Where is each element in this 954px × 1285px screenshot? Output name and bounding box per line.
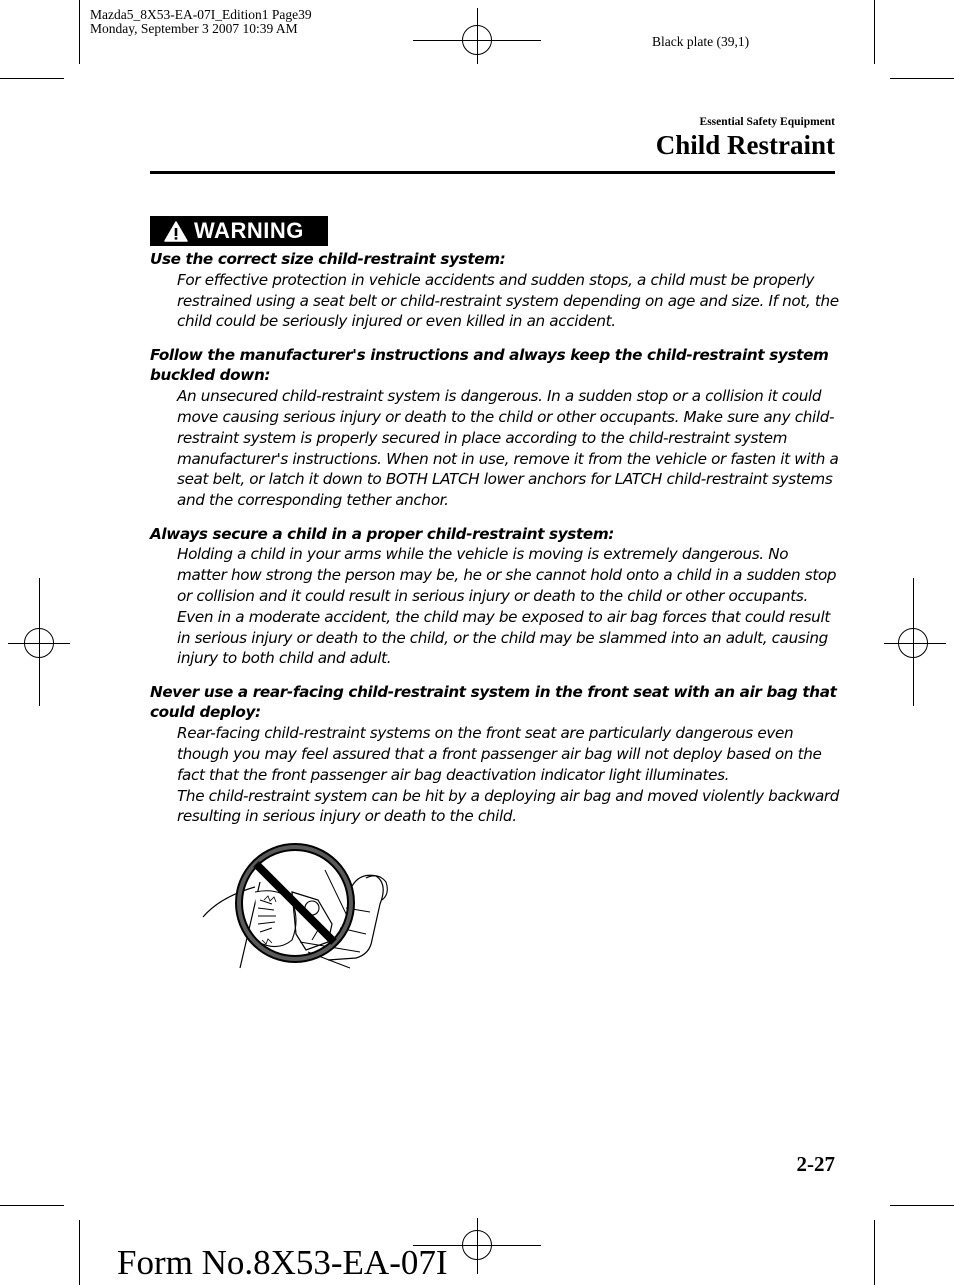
plate-label: Black plate (39,1) bbox=[652, 34, 750, 49]
warning-body: Holding a child in your arms while the vehicle is moving is extremely dangerous. No matter how strong the person may be, he or she cannot hold onto a child in a sudden stop or collision and it could result in serious injury or death to the child or other occupants. Even in a moderate accident, the child may be exposed to air bag forces that could result in serious injury or death to the child, or the child may be slammed into an adult, causing injury to both child and adult. bbox=[177, 545, 837, 668]
print-slug bbox=[90, 8, 312, 36]
warning-body: An unsecured child-restraint system is dangerous. In a sudden stop or a collision it could move causing serious injury or death to the child or other occupants. Make sure any child-restraint system is properly secured in place according to the child-restraint system manufacturer's instructions. When not in use, remove it from the vehicle or fasten it with a seat belt, or latch it down to BOTH LATCH lower anchors for LATCH child-restraint systems and the corresponding tether anchor. bbox=[177, 387, 839, 510]
warning-heading: Follow the manufacturer's instructions and always keep the child-restraint system buckled down: bbox=[150, 345, 829, 385]
title-rule bbox=[150, 171, 835, 174]
warning-heading: Never use a rear-facing child-restraint system in the front seat with an air bag that could deploy: bbox=[150, 682, 837, 722]
print-slug-line2: Monday, September 3 2007 10:39 AM bbox=[90, 21, 298, 36]
warning-body: Rear-facing child-restraint systems on the front seat are particularly dangerous even though you may feel assured that a front passenger air bag will not deploy based on the fact that the front passenger air bag deactivation indicator light illuminates. bbox=[177, 724, 822, 784]
warning-body-continued: The child-restraint system can be hit by a deploying air bag and moved violently backward resulting in serious injury or death to the child. bbox=[177, 786, 840, 826]
warning-heading: Use the correct size child-restraint system: bbox=[150, 250, 506, 268]
warning-item bbox=[150, 249, 840, 332]
warning-badge bbox=[150, 216, 328, 246]
warning-body: For effective protection in vehicle accidents and sudden stops, a child must be properly restrained using a seat belt or child-restraint system depending on age and size. If not, the child could be seriously injured or even killed in an accident. bbox=[177, 270, 839, 331]
print-slug-line1: Mazda5_8X53-EA-07I_Edition1 Page39 bbox=[90, 7, 312, 22]
warning-item bbox=[150, 682, 840, 828]
warning-content bbox=[150, 249, 840, 840]
prohibited-rear-facing-seat-airbag-icon bbox=[200, 842, 400, 972]
warning-heading: Always secure a child in a proper child-restraint system: bbox=[150, 524, 615, 543]
warning-item bbox=[150, 345, 840, 511]
warning-label: WARNING bbox=[194, 218, 304, 243]
section-name: Essential Safety Equipment bbox=[699, 116, 835, 128]
page-number: 2-27 bbox=[796, 1152, 835, 1176]
warning-item bbox=[150, 524, 840, 670]
form-number: Form No.8X53-EA-07I bbox=[117, 1243, 448, 1282]
page-title: Child Restraint bbox=[655, 130, 835, 160]
warning-triangle-icon bbox=[164, 221, 188, 242]
